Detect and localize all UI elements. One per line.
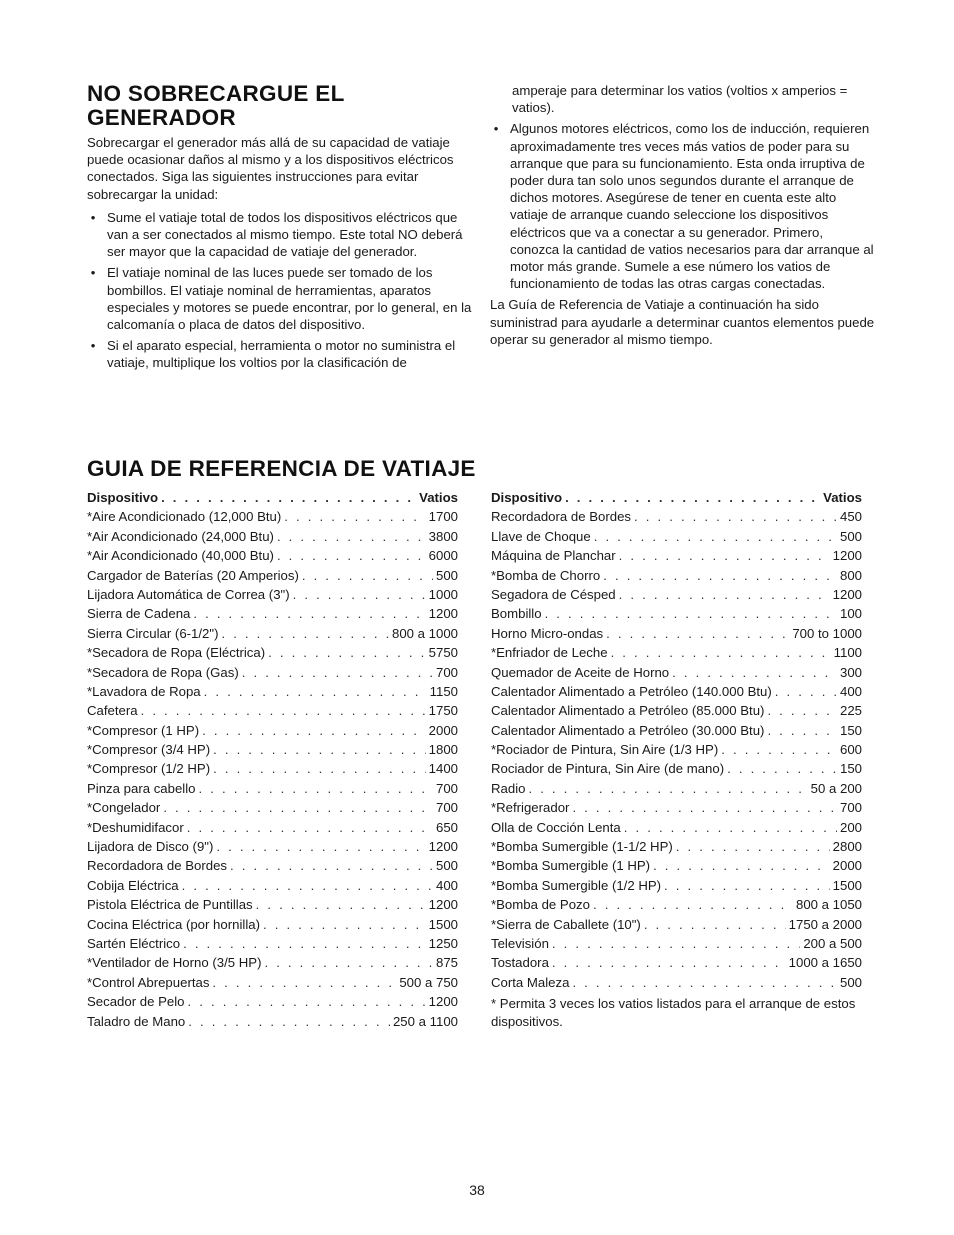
device-name: *Secadora de Ropa (Gas)	[87, 664, 239, 680]
table-row	[491, 897, 862, 916]
device-watts: 400	[839, 683, 862, 699]
motor-bullets	[490, 120, 875, 292]
table-row	[87, 509, 458, 528]
leader-dots	[141, 703, 426, 718]
leader-dots	[593, 897, 793, 912]
leader-dots	[182, 878, 433, 893]
table-row	[491, 606, 862, 625]
leader-dots	[767, 703, 837, 718]
table-row	[491, 645, 862, 664]
device-name: *Bomba de Pozo	[491, 897, 590, 913]
closing-paragraph: La Guía de Referencia de Vatiaje a continuación ha sido suministrad para ayudarle a determinar cuantos elementos puede operar su generador al mismo tiempo.	[490, 297, 875, 347]
device-name: Lijadora Automática de Correa (3")	[87, 586, 290, 602]
leader-dots	[721, 742, 837, 757]
table-row	[87, 626, 458, 645]
table-row	[87, 606, 458, 625]
device-name: *Aire Acondicionado (12,000 Btu)	[87, 509, 282, 525]
table-row	[491, 975, 862, 994]
leader-dots	[204, 684, 427, 699]
leader-dots	[611, 645, 831, 660]
leader-dots	[256, 897, 426, 912]
device-name: *Air Acondicionado (24,000 Btu)	[87, 528, 274, 544]
leader-dots	[293, 587, 426, 602]
leader-dots	[277, 529, 426, 544]
table-row	[491, 761, 862, 780]
leader-dots	[268, 645, 426, 660]
table-row	[491, 742, 862, 761]
table-row	[87, 645, 458, 664]
leader-dots	[230, 858, 433, 873]
leader-dots	[619, 587, 830, 602]
table-row	[87, 761, 458, 780]
device-watts: 225	[839, 703, 862, 719]
table-row	[491, 548, 862, 567]
table-row	[87, 568, 458, 587]
overload-title: NO SOBRECARGUE EL GENERADOR	[87, 81, 345, 130]
device-watts: 2800	[832, 839, 862, 855]
device-watts: 1200	[428, 994, 458, 1010]
device-watts: 400	[435, 877, 458, 893]
device-name: *Enfriador de Leche	[491, 645, 608, 661]
leader-dots	[213, 742, 426, 757]
table-row	[87, 858, 458, 877]
table-row	[87, 800, 458, 819]
device-name: Horno Micro-ondas	[491, 625, 604, 641]
device-watts: 200 a 500	[803, 935, 862, 951]
device-name: Máquina de Planchar	[491, 548, 616, 564]
device-watts: 500	[435, 567, 458, 583]
overload-bullets	[87, 209, 472, 372]
device-watts: 1200	[428, 839, 458, 855]
table-row	[491, 529, 862, 548]
device-watts: 150	[839, 761, 862, 777]
leader-dots	[163, 800, 433, 815]
table-row	[491, 568, 862, 587]
leader-dots	[572, 975, 837, 990]
table-row	[491, 955, 862, 974]
device-watts: 2000	[832, 858, 862, 874]
table-row	[491, 665, 862, 684]
header-watts: Vatios	[419, 490, 458, 505]
watt-table-left	[87, 490, 458, 1033]
bullet-icon: •	[90, 338, 96, 354]
leader-dots	[775, 684, 837, 699]
leader-dots	[624, 820, 837, 835]
device-watts: 1200	[428, 606, 458, 622]
device-name: Sierra de Cadena	[87, 606, 191, 622]
leader-dots	[644, 917, 786, 932]
device-watts: 700 to 1000	[792, 625, 862, 641]
leader-dots	[216, 839, 425, 854]
leader-dots	[634, 509, 837, 524]
device-name: Bombillo	[491, 606, 542, 622]
device-name: *Congelador	[87, 800, 161, 816]
device-watts: 700	[435, 780, 458, 796]
device-watts: 6000	[428, 548, 458, 564]
leader-dots	[188, 994, 426, 1009]
device-name: *Deshumidifacor	[87, 819, 184, 835]
device-watts: 700	[435, 664, 458, 680]
leader-dots	[767, 723, 837, 738]
device-name: *Lavadora de Ropa	[87, 683, 201, 699]
device-name: Recordadora de Bordes	[87, 858, 228, 874]
table-row	[491, 509, 862, 528]
table-row	[491, 703, 862, 722]
leader-dots	[263, 917, 426, 932]
device-name: *Refrigerador	[491, 800, 570, 816]
device-watts: 100	[839, 606, 862, 622]
device-watts: 500	[839, 974, 862, 990]
table-row	[491, 878, 862, 897]
table-row	[491, 781, 862, 800]
table-row	[87, 548, 458, 567]
device-watts: 1250	[428, 935, 458, 951]
device-watts: 50 a 200	[810, 780, 862, 796]
device-name: *Rociador de Pintura, Sin Aire (1/3 HP)	[491, 742, 719, 758]
device-watts: 1800	[428, 742, 458, 758]
leader-dots	[606, 626, 789, 641]
leader-dots	[264, 955, 433, 970]
device-name: Secador de Pelo	[87, 994, 185, 1010]
device-watts: 200	[839, 819, 862, 835]
device-name: Cargador de Baterías (20 Amperios)	[87, 567, 299, 583]
device-name: Olla de Cocción Lenta	[491, 819, 621, 835]
device-name: Sartén Eléctrico	[87, 935, 181, 951]
table-row	[87, 820, 458, 839]
device-watts: 5750	[428, 645, 458, 661]
table-header	[87, 490, 458, 509]
leader-dots	[676, 839, 830, 854]
device-name: Pistola Eléctrica de Puntillas	[87, 897, 253, 913]
footnote: * Permita 3 veces los vatios listados para el arranque de estos dispositivos.	[491, 996, 856, 1029]
device-watts: 500	[435, 858, 458, 874]
device-watts: 650	[435, 819, 458, 835]
device-watts: 300	[839, 664, 862, 680]
device-name: Quemador de Aceite de Horno	[491, 664, 670, 680]
device-watts: 800 a 1000	[391, 625, 458, 641]
device-name: *Air Acondicionado (40,000 Btu)	[87, 548, 274, 564]
leader-dots	[672, 665, 837, 680]
leader-dots	[284, 509, 425, 524]
leader-dots	[552, 955, 786, 970]
leader-dots	[653, 858, 830, 873]
device-name: *Bomba Sumergible (1/2 HP)	[491, 877, 662, 893]
device-watts: 500	[839, 528, 862, 544]
device-watts: 1000 a 1650	[788, 955, 862, 971]
bullet-item: • El vatiaje nominal de las luces puede ser tomado de los bombillos. El vatiaje nominal de herramientas, aparatos especiales y motores se puede encontrar, por lo general, en la calcomanía o placa de datos del dispositivo.	[87, 264, 472, 333]
leader-dots	[183, 936, 426, 951]
device-watts: 250 a 1100	[392, 1013, 458, 1029]
leader-dots	[187, 820, 433, 835]
table-row	[87, 994, 458, 1013]
device-name: Tostadora	[491, 955, 549, 971]
header-device: Dispositivo	[491, 490, 563, 505]
leader-dots	[202, 723, 426, 738]
leader-dots	[594, 529, 837, 544]
device-watts: 1750	[428, 703, 458, 719]
device-name: Cocina Eléctrica (por hornilla)	[87, 916, 260, 932]
device-watts: 500 a 750	[399, 974, 458, 990]
table-row	[87, 703, 458, 722]
table-row	[87, 975, 458, 994]
device-name: *Bomba de Chorro	[491, 567, 601, 583]
table-row	[491, 800, 862, 819]
leader-dots	[552, 936, 800, 951]
device-name: *Compresor (1 HP)	[87, 722, 200, 738]
leader-dots	[199, 781, 433, 796]
table-row	[87, 529, 458, 548]
device-name: *Compresor (1/2 HP)	[87, 761, 211, 777]
device-watts: 1200	[832, 548, 862, 564]
table-row	[87, 684, 458, 703]
table-row	[491, 820, 862, 839]
device-name: Corta Maleza	[491, 974, 570, 990]
device-name: *Sierra de Caballete (10")	[491, 916, 641, 932]
leader-dots	[242, 665, 433, 680]
leader-dots	[664, 878, 830, 893]
device-watts: 450	[839, 509, 862, 525]
guide-title: GUIA DE REFERENCIA DE VATIAJE	[87, 456, 476, 481]
table-row	[87, 781, 458, 800]
leader-dots	[277, 548, 426, 563]
table-row	[87, 955, 458, 974]
leader-dots	[528, 781, 807, 796]
table-row	[491, 917, 862, 936]
table-row	[87, 917, 458, 936]
device-watts: 2000	[428, 722, 458, 738]
bullet-item: • Si el aparato especial, herramienta o motor no suministra el vatiaje, multiplique los voltios por la clasificación de	[87, 337, 472, 371]
leader-dots	[221, 626, 389, 641]
device-name: *Secadora de Ropa (Eléctrica)	[87, 645, 266, 661]
device-watts: 1750 a 2000	[788, 916, 862, 932]
leader-dots	[619, 548, 830, 563]
device-watts: 1100	[833, 645, 862, 661]
overload-intro: Sobrecargar el generador más allá de su capacidad de vatiaje puede ocasionar daños al mismo y a los dispositivos eléctricos conectados. Siga las siguientes instrucciones para evitar sobrecargar la unidad:	[87, 135, 454, 202]
device-watts: 1150	[429, 683, 458, 699]
device-watts: 3800	[428, 528, 458, 544]
leader-dots	[213, 761, 426, 776]
table-row	[87, 897, 458, 916]
table-row	[87, 839, 458, 858]
device-name: *Bomba Sumergible (1 HP)	[491, 858, 651, 874]
table-row	[87, 742, 458, 761]
table-row	[87, 723, 458, 742]
leader-dots	[212, 975, 396, 990]
overload-section-continued	[490, 82, 875, 348]
leader-dots	[603, 568, 837, 583]
device-name: Llave de Choque	[491, 528, 591, 544]
device-name: *Ventilador de Horno (3/5 HP)	[87, 955, 262, 971]
watt-table-right	[491, 490, 862, 1030]
device-name: Cobija Eléctrica	[87, 877, 179, 893]
table-row	[491, 858, 862, 877]
bullet-item: • Algunos motores eléctricos, como los de inducción, requieren aproximadamente tres veces más vatios de poder para su arranque que para su funcionamiento. Esta onda irruptiva de poder dura tan solo unos segundos durante el arranque de dichos motores. Asegúrese de tener en cuenta este alto vatiaje de arranque cuando seleccione los dispositivos eléctricos que va a conectar a su generador. Primero, conozca la cantidad de vatios necesarios para dar arranque al motor más grande. Sumele a ese número los vatios de funcionamiento de todas las otras cargas conectadas.	[490, 120, 875, 292]
table-row	[491, 723, 862, 742]
device-watts: 1700	[428, 509, 458, 525]
device-name: Cafetera	[87, 703, 138, 719]
device-watts: 875	[435, 955, 458, 971]
device-watts: 1500	[832, 877, 862, 893]
device-watts: 1400	[428, 761, 458, 777]
device-name: Calentador Alimentado a Petróleo (30.000 Btu)	[491, 722, 765, 738]
device-name: *Bomba Sumergible (1-1/2 HP)	[491, 839, 673, 855]
table-row	[87, 665, 458, 684]
header-watts: Vatios	[823, 490, 862, 505]
device-watts: 800 a 1050	[795, 897, 862, 913]
device-name: Rociador de Pintura, Sin Aire (de mano)	[491, 761, 725, 777]
table-row	[87, 1014, 458, 1033]
device-watts: 800	[839, 567, 862, 583]
device-name: Lijadora de Disco (9")	[87, 839, 214, 855]
table-row	[491, 936, 862, 955]
device-watts: 600	[839, 742, 862, 758]
device-name: Calentador Alimentado a Petróleo (85.000 Btu)	[491, 703, 765, 719]
page-number: 38	[469, 1182, 485, 1198]
table-row	[491, 839, 862, 858]
device-watts: 1200	[832, 586, 862, 602]
leader-dots	[545, 606, 837, 621]
table-row	[87, 587, 458, 606]
leader-dots	[565, 490, 820, 505]
device-watts: 700	[839, 800, 862, 816]
device-watts: 1000	[428, 586, 458, 602]
table-row	[87, 878, 458, 897]
device-watts: 700	[435, 800, 458, 816]
header-device: Dispositivo	[87, 490, 159, 505]
device-name: Segadora de Césped	[491, 586, 616, 602]
leader-dots	[727, 761, 837, 776]
device-name: Televisión	[491, 935, 549, 951]
leader-dots	[302, 568, 433, 583]
bullet-continuation: amperaje para determinar los vatios (voltios x amperios = vatios).	[512, 83, 848, 116]
table-row	[491, 626, 862, 645]
device-name: Sierra Circular (6-1/2")	[87, 625, 219, 641]
device-name: Taladro de Mano	[87, 1013, 186, 1029]
bullet-icon: •	[90, 265, 96, 281]
table-header	[491, 490, 862, 509]
device-watts: 1500	[428, 916, 458, 932]
device-name: Pinza para cabello	[87, 780, 196, 796]
table-row	[491, 587, 862, 606]
leader-dots	[193, 606, 425, 621]
device-watts: 1200	[428, 897, 458, 913]
bullet-icon: •	[90, 209, 96, 225]
leader-dots	[161, 490, 416, 505]
leader-dots	[572, 800, 837, 815]
device-name: *Control Abrepuertas	[87, 974, 210, 990]
device-name: Recordadora de Bordes	[491, 509, 632, 525]
device-name: Radio	[491, 780, 526, 796]
leader-dots	[188, 1014, 390, 1029]
bullet-item: • Sume el vatiaje total de todos los dispositivos eléctricos que van a ser conectados al mismo tiempo. Este total NO deberá ser mayor que la capacidad de vatiaje del generador.	[87, 209, 472, 261]
device-watts: 150	[839, 722, 862, 738]
bullet-icon: •	[493, 121, 499, 137]
device-name: *Compresor (3/4 HP)	[87, 742, 211, 758]
overload-section	[87, 82, 472, 376]
device-name: Calentador Alimentado a Petróleo (140.000 Btu)	[491, 683, 772, 699]
table-row	[87, 936, 458, 955]
table-row	[491, 684, 862, 703]
